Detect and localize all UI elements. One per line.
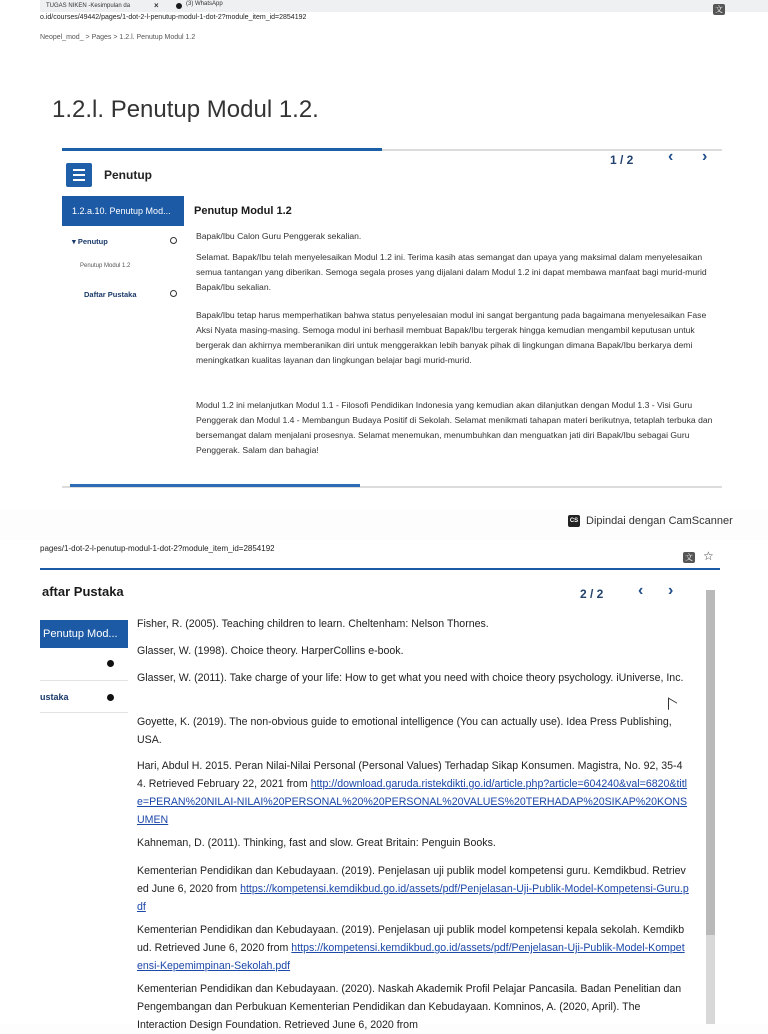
paragraph: Bapak/Ibu Calon Guru Penggerak sekalian. [196, 231, 362, 241]
status-circle-icon [170, 237, 177, 244]
reference-item: Kementerian Pendidikan dan Kebudayaan. (2019). Penjelasan uji publik model kompetensi kepala sekolah. Kemdikbud. Retrieved June 6, 2020 from https://kompetensi.kemdikbud.go.id/assets/pdf/Penjelasan-Uji-Publik-Model-Kompetensi-Kepemimpinan-Sekolah.pdf [137, 924, 685, 972]
sidebar-item-daftar-pustaka[interactable]: ustaka [40, 692, 69, 702]
address-bar[interactable]: pages/1-dot-2-l-penutup-modul-1-dot-2?module_item_id=2854192 [40, 544, 275, 553]
page-indicator: 2 / 2 [580, 587, 604, 601]
next-page-button[interactable]: › [668, 582, 674, 599]
bookmark-star-icon[interactable]: ☆ [703, 549, 714, 563]
sidebar-item-active[interactable]: 1.2.a.10. Penutup Mod... [62, 196, 184, 226]
sidebar-item-daftar-pustaka[interactable]: Daftar Pustaka [84, 290, 137, 299]
divider [40, 680, 128, 681]
page-title: 1.2.l. Penutup Modul 1.2. [52, 96, 319, 123]
reference-item: Goyette, K. (2019). The non-obvious guide to emotional intelligence (You can actually use). Idea Press Publishing, USA. [137, 716, 672, 746]
translate-icon[interactable]: 文 [685, 553, 693, 562]
breadcrumb: Neopel_mod_ > Pages > 1.2.l. Penutup Modul 1.2 [40, 34, 196, 41]
camscanner-logo-icon: CS [568, 515, 580, 527]
reference-item: Hari, Abdul H. 2015. Peran Nilai-Nilai Personal (Personal Values) Terhadap Sikap Konsumen. Magistra, No. 92, 35-44. Retrieved February 22, 2021 from http://download.garuda.ristekdikti.go.id/article.php?article=604240&val=6820&title=PERAN%20NILAI-NILAI%20PERSONAL%20%20PERSONAL%20VALUES%20TERHADAP%20SIKAP%20KONSUMEN [137, 760, 688, 826]
whatsapp-icon [176, 3, 182, 9]
next-page-button[interactable]: › [702, 148, 708, 165]
page-indicator: 1 / 2 [610, 153, 634, 167]
status-circle-icon [170, 290, 177, 297]
paragraph: Modul 1.2 ini melanjutkan Modul 1.1 - Filosofi Pendidikan Indonesia yang kemudian akan dilanjutkan dengan Modul 1.3 - Visi Guru Penggerak dan Modul 1.4 - Membangun Budaya Positif di Sekolah. Selamat menikmati tahapan materi berikutnya, tetaplah terbuka dan bersemangat dalam menjalani prosesnya. Selamat menemukan, menumbuhkan dan menguatkan jati diri Bapak/Ibu sebagai Guru Penggerak. Salam dan bahagia! [196, 400, 713, 455]
sidebar-subitem-penutup-modul[interactable]: Penutup Modul 1.2 [80, 263, 131, 269]
reference-item: Kementerian Pendidikan dan Kebudayaan. (2020). Naskah Akademik Profil Pelajar Pancasila. Badan Penelitian dan Pengembangan dan Perbukuan Kementerian Pendidikan dan Kebudayaan. Komninos, A. (2020, April). The Interaction Design Foundation. Retrieved June 6, 2020 from [137, 983, 682, 1031]
tab-whatsapp[interactable]: (3) WhatsApp [186, 1, 223, 7]
paragraph: Selamat. Bapak/Ibu telah menyelesaikan Modul 1.2 ini. Terima kasih atas semangat dan upaya yang maksimal dalam menyelesaikan semua tantangan yang diberikan. Semoga segala proses yang dijalani dalam Modul 1.2 ini dapat membawa manfaat bagi murid-murid Bapak/Ibu sekalian. [196, 252, 707, 292]
reference-item: Glasser, W. (2011). Take charge of your life: How to get what you need with choice theory psychology. iUniverse, Inc. [137, 672, 684, 684]
status-dot-icon [107, 660, 114, 667]
tab-tugas-niken[interactable]: TUGAS NIKEN -Kesimpulan da [46, 3, 131, 9]
divider [40, 712, 128, 713]
progress-accent-bar [62, 148, 382, 151]
screenshot-page-2 [0, 540, 768, 1031]
translate-icon[interactable]: 文A [715, 5, 723, 25]
reference-link[interactable]: http://download.garuda.ristekdikti.go.id/article.php?article=604240&val=6820&title=PERAN%20NILAI-NILAI%20PERSONAL%20%20PERSONAL%20VALUES%20TERHADAP%20SIKAP%20KONSUMEN [137, 778, 688, 826]
page-title: aftar Pustaka [42, 584, 124, 599]
reference-link[interactable]: https://kompetensi.kemdikbud.go.id/assets/pdf/Penjelasan-Uji-Publik-Model-Kompetensi-Guru.pdf [137, 883, 689, 913]
screenshot-page-1 [0, 0, 768, 510]
hamburger-menu-icon[interactable] [66, 163, 92, 187]
address-bar[interactable]: o.id/courses/49442/pages/1-dot-2-l-penutup-modul-1-dot-2?module_item_id=2854192 [40, 14, 307, 21]
prev-page-button[interactable]: ‹ [668, 148, 674, 165]
reference-item: Kementerian Pendidikan dan Kebudayaan. (2019). Penjelasan uji publik model kompetensi guru. Kemdikbud. Retrieved June 6, 2020 from https://kompetensi.kemdikbud.go.id/assets/pdf/Penjelasan-Uji-Publik-Model-Kompetensi-Guru.pdf [137, 865, 689, 913]
reference-item: Kahneman, D. (2011). Thinking, fast and slow. Great Britain: Penguin Books. [137, 837, 496, 849]
browser-tab-bar [40, 0, 768, 12]
reference-item: Fisher, R. (2005). Teaching children to learn. Cheltenham: Nelson Thornes. [137, 618, 489, 630]
tab-close-icon[interactable]: × [154, 1, 159, 10]
sidebar-item-penutup[interactable]: ▾ Penutup [72, 237, 108, 246]
camscanner-watermark: Dipindai dengan CamScanner [586, 515, 733, 527]
reference-link[interactable]: https://kompetensi.kemdikbud.go.id/assets/pdf/Penjelasan-Uji-Publik-Model-Kompetensi-Kepemimpinan-Sekolah.pdf [137, 942, 685, 972]
progress-accent-bar [70, 484, 360, 487]
scrollbar-thumb[interactable] [706, 590, 715, 935]
reference-item: Glasser, W. (1998). Choice theory. HarperCollins e-book. [137, 645, 404, 657]
content-heading: Penutup Modul 1.2 [194, 205, 292, 217]
prev-page-button[interactable]: ‹ [638, 582, 644, 599]
paragraph: Bapak/Ibu tetap harus memperhatikan bahwa status penyelesaian modul ini sangat bergantung pada bagaimana menyelesaikan Fase Aksi Nyata masing-masing. Semoga modul ini berhasil membuat Bapak/Ibu tergerak hingga kemudian mengambil keputusan untuk bergerak dan akhirnya memberanikan diri untuk menggerakkan lebih banyak pihak di lingkungan dimana Bapak/Ibu berkarya demi meningkatkan kualitas layanan dan lingkungan belajar bagi murid-murid. [196, 310, 707, 365]
status-dot-icon [107, 694, 114, 701]
sidebar-heading: Penutup [104, 168, 152, 182]
progress-accent-bar [40, 568, 720, 570]
sidebar-item-active[interactable]: Penutup Mod... [40, 620, 128, 648]
